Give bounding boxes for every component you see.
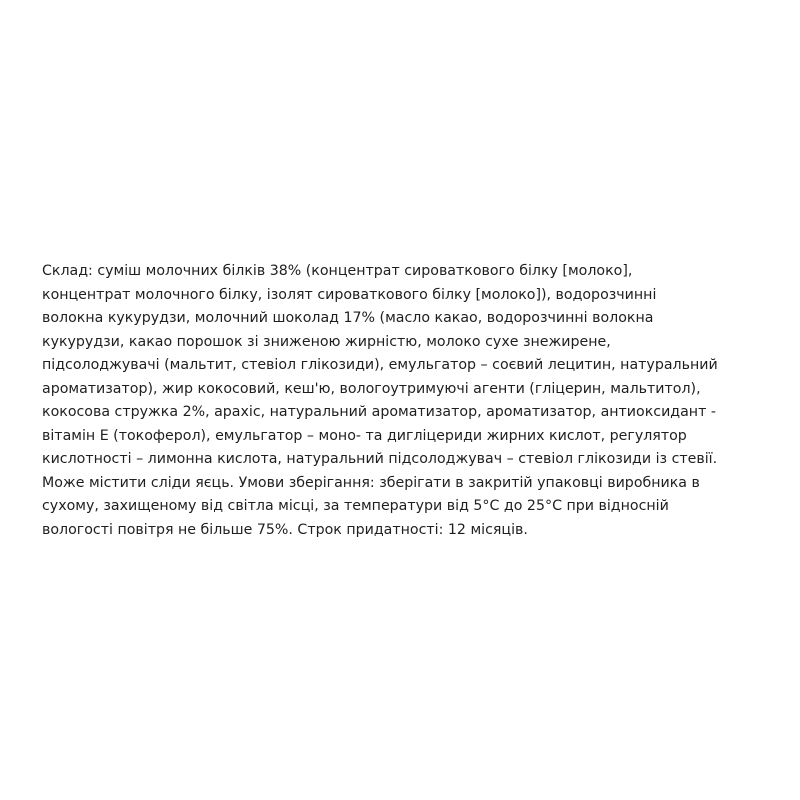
composition-line: кислотності – лимонна кислота, натуральний підсолоджувач – стевіол глікозиди із стевії.	[42, 451, 718, 467]
composition-line: волокна кукурудзи, молочний шоколад 17% (масло какао, водорозчинні волокна	[42, 310, 654, 326]
composition-line: вітамін Е (токоферол), емульгатор – моно- та дигліцериди жирних кислот, регулятор	[42, 427, 687, 444]
composition-line: Може містити сліди яєць. Умови зберігання: зберігати в закритій упаковці виробника в	[42, 474, 700, 491]
composition-line: концентрат молочного білку, ізолят сироваткового білку [молоко]), водорозчинні	[42, 286, 657, 303]
composition-line: кукурудзи, какао порошок зі зниженою жирністю, молоко сухе знежирене,	[42, 333, 611, 350]
composition-line: Склад: суміш молочних білків 38% (концентрат сироваткового білку [молоко],	[42, 263, 633, 279]
composition-line: ароматизатор), жир кокосовий, кеш'ю, вологоутримуючі агенти (гліцерин, мальтитол),	[42, 380, 701, 397]
composition-line: сухому, захищеному від світла місці, за температури від 5°С до 25°С при відносній	[42, 498, 669, 514]
composition-text	[42, 260, 767, 542]
composition-line: кокосова стружка 2%, арахіс, натуральний ароматизатор, ароматизатор, антиоксидант -	[42, 404, 716, 420]
composition-line: підсолоджувачі (мальтит, стевіол глікозиди), емульгатор – соєвий лецитин, натуральний	[42, 357, 718, 373]
composition-line: вологості повітря не більше 75%. Строк придатності: 12 місяців.	[42, 521, 528, 538]
